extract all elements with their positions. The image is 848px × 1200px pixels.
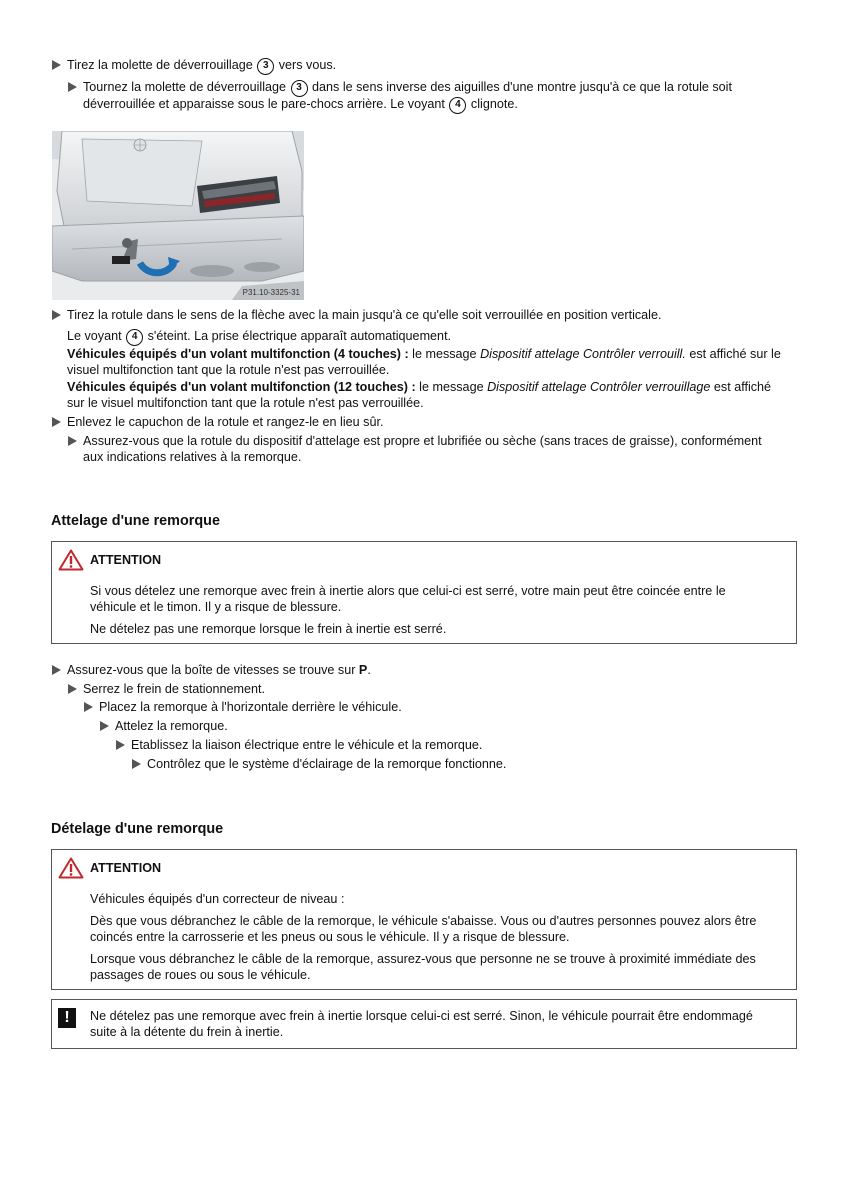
step-arrow-icon bbox=[52, 310, 61, 320]
warning-text: Véhicules équipés d'un correcteur de niveau : bbox=[90, 892, 345, 906]
step-parking-brake: Serrez le frein de stationnement. bbox=[83, 681, 265, 698]
step-unlock-wheel: Tirez la molette de déverrouillage 3 vers vous. bbox=[67, 57, 336, 75]
exclamation-icon: ! bbox=[58, 1008, 76, 1028]
step-remove-cap: Enlevez le capuchon de la rotule et rangez-le en lieu sûr. bbox=[67, 414, 383, 431]
figure-caption: P31.10-3325-31 bbox=[242, 288, 300, 297]
callout-number-icon: 4 bbox=[449, 97, 466, 114]
indicator-off-text: Le voyant 4 s'éteint. La prise électrique apparaît automatiquement. bbox=[67, 328, 451, 346]
warning-title: ATTENTION bbox=[90, 553, 162, 567]
step-arrow-icon bbox=[52, 417, 61, 427]
rear-bumper-illustration bbox=[52, 131, 304, 300]
section-title-attelage: Attelage d'une remorque bbox=[51, 513, 220, 529]
message-12-buttons-cont: sur le visuel multifonction tant que la rotule n'est pas verrouillée. bbox=[67, 396, 424, 410]
note-text: Ne dételez pas une remorque avec frein à inertie lorsque celui-ci est serré. Sinon, le véhicule pourrait être endommagé bbox=[90, 1009, 753, 1023]
note-box-damage bbox=[51, 999, 797, 1049]
step-turn-wheel-cont: déverrouillée et apparaisse sous le pare-chocs arrière. Le voyant 4 clignote. bbox=[83, 96, 518, 114]
step-arrow-icon bbox=[68, 436, 77, 446]
warning-box-attelage bbox=[51, 541, 797, 644]
message-4-buttons: Véhicules équipés d'un volant multifonction (4 touches) : le message Dispositif attelage Contrôler verrouill. est affiché sur le bbox=[67, 347, 781, 361]
warning-text: Dès que vous débranchez le câble de la remorque, le véhicule s'abaisse. Vous ou d'autres personnes pouvez alors être bbox=[90, 914, 757, 928]
warning-triangle-icon bbox=[58, 549, 84, 571]
step-arrow-icon bbox=[52, 60, 61, 70]
section-title-detelage: Dételage d'une remorque bbox=[51, 821, 224, 837]
warning-text: Ne dételez pas une remorque lorsque le frein à inertie est serré. bbox=[90, 622, 447, 636]
message-12-buttons: Véhicules équipés d'un volant multifonction (12 touches) : le message Dispositif attelage Contrôler verrouillage est affiché bbox=[67, 380, 772, 394]
warning-box-detelage bbox=[51, 849, 797, 990]
step-arrow-icon bbox=[84, 702, 93, 712]
step-arrow-icon bbox=[100, 721, 109, 731]
warning-text: coincés entre la carrosserie et les pneus ou sous le véhicule. Il y a risque de blessure. bbox=[90, 930, 570, 944]
warning-text: Si vous dételez une remorque avec frein à inertie alors que celui-ci est serré, votre main peut être coincée entre le bbox=[90, 584, 726, 598]
callout-number-icon: 4 bbox=[126, 329, 143, 346]
step-check-ball: Assurez-vous que la rotule du dispositif d'attelage est propre et lubrifiée ou sèche (sans traces de graisse), conformément bbox=[83, 433, 762, 450]
step-arrow-icon bbox=[116, 740, 125, 750]
warning-text: véhicule et le timon. Il y a risque de blessure. bbox=[90, 600, 342, 614]
step-hitch-trailer: Attelez la remorque. bbox=[115, 718, 228, 735]
warning-title: ATTENTION bbox=[90, 861, 162, 875]
message-4-buttons-cont: visuel multifonction tant que la rotule n'est pas verrouillée. bbox=[67, 363, 390, 377]
step-electric-link: Etablissez la liaison électrique entre le véhicule et la remorque. bbox=[131, 737, 482, 754]
step-arrow-icon bbox=[52, 665, 61, 675]
step-arrow-icon bbox=[132, 759, 141, 769]
callout-number-icon: 3 bbox=[291, 80, 308, 97]
step-arrow-icon bbox=[68, 82, 77, 92]
step-pull-ball: Tirez la rotule dans le sens de la flèche avec la main jusqu'à ce qu'elle soit verrouillée en position verticale. bbox=[67, 307, 661, 324]
step-check-ball-cont: aux indications relatives à la remorque. bbox=[83, 450, 302, 464]
warning-text: passages de roues ou sous le véhicule. bbox=[90, 968, 311, 982]
callout-number-icon: 3 bbox=[257, 58, 274, 75]
note-text: suite à la détente du frein à inertie. bbox=[90, 1025, 284, 1039]
step-check-lights: Contrôlez que le système d'éclairage de la remorque fonctionne. bbox=[147, 756, 506, 773]
step-arrow-icon bbox=[68, 684, 77, 694]
step-place-trailer: Placez la remorque à l'horizontale derrière le véhicule. bbox=[99, 699, 402, 716]
step-turn-wheel: Tournez la molette de déverrouillage 3 dans le sens inverse des aiguilles d'une montre jusqu'à ce que la rotule soit bbox=[83, 79, 732, 97]
step-gear-p: Assurez-vous que la boîte de vitesses se trouve sur P. bbox=[67, 662, 371, 679]
car-rear-drawing bbox=[52, 131, 304, 300]
warning-triangle-icon bbox=[58, 857, 84, 879]
warning-text: Lorsque vous débranchez le câble de la remorque, assurez-vous que personne ne se trouve à proximité immédiate des bbox=[90, 952, 756, 966]
